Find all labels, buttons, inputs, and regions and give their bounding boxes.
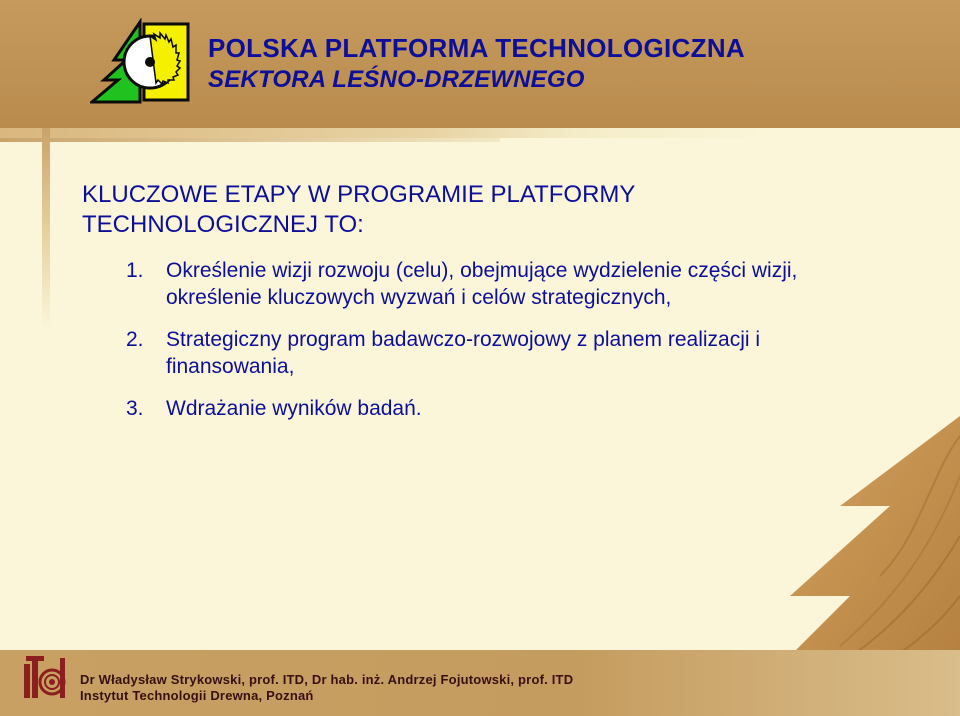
- list-item-number: 1.: [126, 259, 144, 282]
- list-item-text: Strategiczny program badawczo-rozwojowy z planem realizacji i finansowania,: [166, 328, 761, 378]
- itd-logo-icon: [22, 654, 66, 700]
- list-item-number: 2.: [126, 328, 144, 351]
- list-item: [124, 258, 814, 311]
- header-title-line1: POLSKA PLATFORMA TECHNOLOGICZNA: [208, 33, 745, 63]
- header-divider: [0, 128, 960, 138]
- list-item-number: 3.: [126, 397, 144, 420]
- list-item-text: Wdrażanie wyników badań.: [166, 397, 422, 420]
- footer-authors: Dr Władysław Strykowski, prof. ITD, Dr hab. inż. Andrzej Fojutowski, prof. ITD: [80, 672, 574, 687]
- platform-logo-icon: [90, 18, 190, 106]
- header-divider-thin: [0, 138, 500, 142]
- left-accent-bar: [42, 128, 50, 328]
- stages-list: [124, 258, 814, 439]
- footer-institute: Instytut Technologii Drewna, Poznań: [80, 688, 314, 703]
- header-title-line2: SEKTORA LEŚNO-DRZEWNEGO: [208, 66, 585, 93]
- list-item: [124, 327, 814, 380]
- slide-heading: KLUCZOWE ETAPY W PROGRAMIE PLATFORMY TECHNOLOGICZNEJ TO:: [82, 181, 635, 238]
- list-item: [124, 396, 814, 423]
- list-item-text: Określenie wizji rozwoju (celu), obejmujące wydzielenie części wizji, określenie kluczowych wyzwań i celów strategicznych,: [166, 259, 798, 309]
